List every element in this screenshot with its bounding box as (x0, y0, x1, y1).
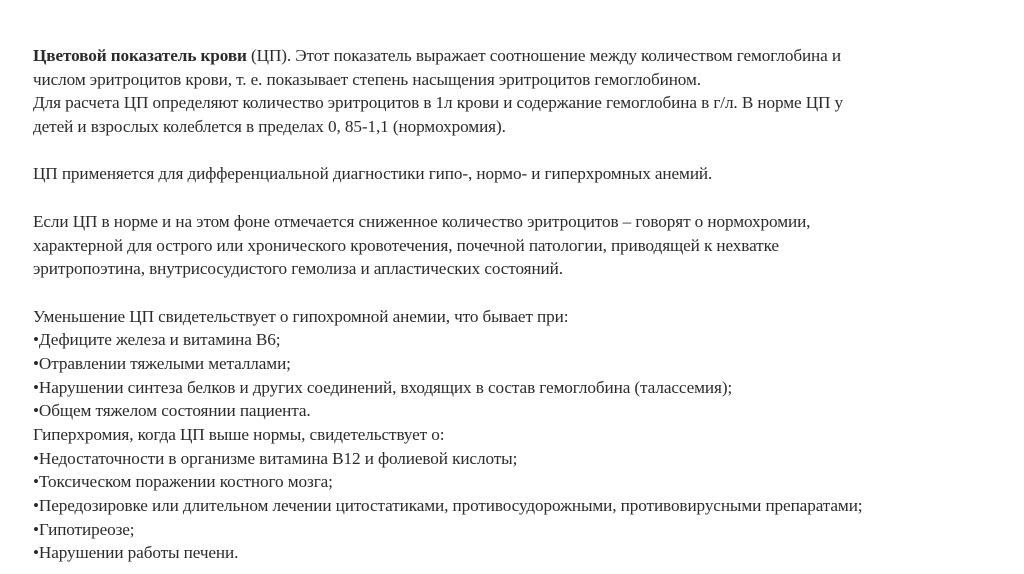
spacer (33, 139, 1008, 163)
intro-line-3: Для расчета ЦП определяют количество эритроцитов в 1л крови и содержание гемоглобина в г/л. В норме ЦП у (33, 93, 844, 113)
list-item: •Передозировке или длительном лечении цитостатиками, противосудорожными, противовирусными препаратами; (33, 496, 863, 516)
intro-line-1 (33, 44, 1008, 68)
list-item: •Дефиците железа и витамина В6; (33, 330, 281, 350)
hypochromia-heading: Уменьшение ЦП свидетельствует о гипохромной анемии, что бывает при: (33, 306, 569, 326)
spacer (33, 281, 1008, 305)
list-item: •Недостаточности в организме витамина В12 и фолиевой кислоты; (33, 448, 518, 468)
list-item: •Нарушении работы печени. (33, 543, 239, 563)
slide-text (33, 44, 1008, 565)
spacer (33, 186, 1008, 210)
intro-line-2: числом эритроцитов крови, т. е. показывает степень насыщения эритроцитов гемоглобином. (33, 69, 701, 89)
normochromia-line-3: эритропоэтина, внутрисосудистого гемолиза и апластических состояний. (33, 259, 563, 279)
list-item: •Токсическом поражении костного мозга; (33, 472, 333, 492)
usage-line-1: ЦП применяется для дифференциальной диагностики гипо-, нормо- и гиперхромных анемий. (33, 164, 713, 184)
intro-line-1-rest: (ЦП). Этот показатель выражает соотношение между количеством гемоглобина и (246, 46, 841, 65)
intro-line-4: детей и взрослых колеблется в пределах 0, 85-1,1 (нормохромия). (33, 117, 506, 137)
normochromia-line-1: Если ЦП в норме и на этом фоне отмечается сниженное количество эритроцитов – говорят о нормохромии, (33, 211, 811, 231)
list-item: •Гипотиреозе; (33, 519, 135, 539)
list-item: •Отравлении тяжелыми металлами; (33, 353, 291, 373)
normochromia-line-2: характерной для острого или хронического кровотечения, почечной патологии, приводящей к нехватке (33, 235, 779, 255)
list-item: •Общем тяжелом состоянии пациента. (33, 401, 311, 421)
list-item: •Нарушении синтеза белков и других соединений, входящих в состав гемоглобина (талассемия); (33, 377, 733, 397)
term-bold: Цветовой показатель крови (33, 46, 247, 65)
hyperchromia-heading: Гиперхромия, когда ЦП выше нормы, свидетельствует о: (33, 425, 445, 444)
